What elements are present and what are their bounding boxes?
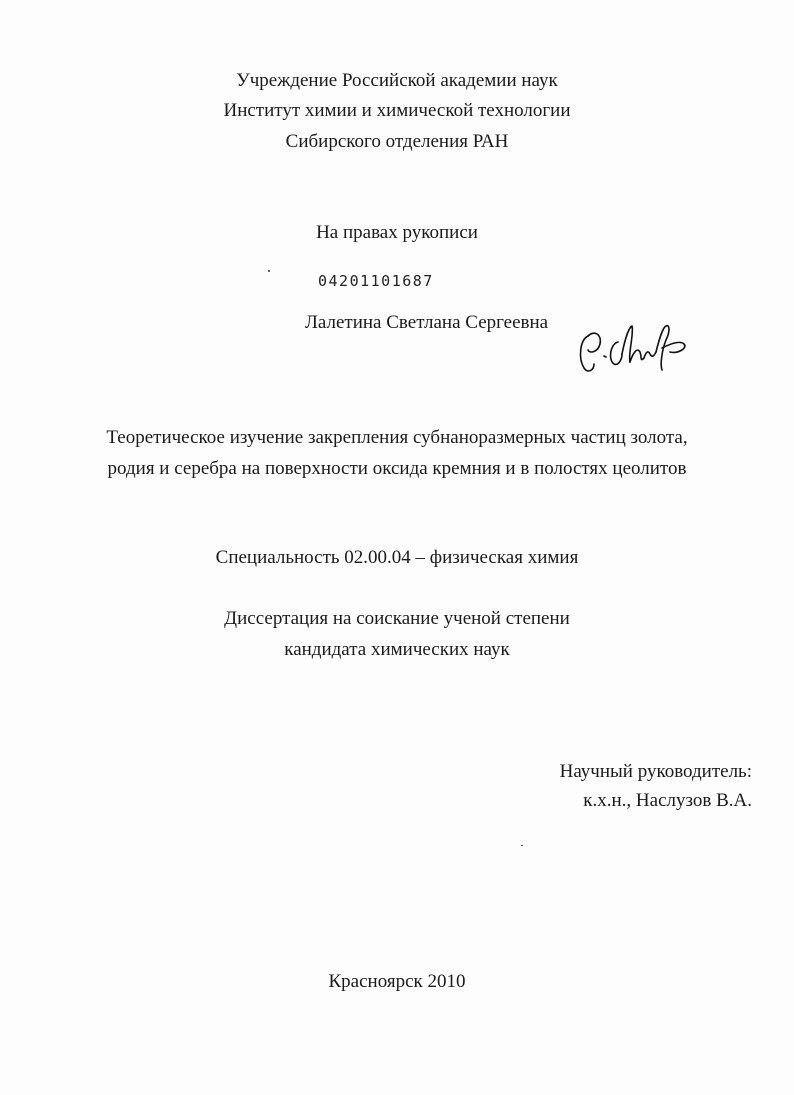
specialty: Специальность 02.00.04 – физическая химия xyxy=(215,547,579,568)
supervisor-label: Научный руководитель: xyxy=(559,761,752,782)
dissertation-title-line-2: родия и серебра на поверхности оксида кремния и в полостях цеолитов xyxy=(107,458,687,479)
degree-line-1: Диссертация на соискание ученой степени xyxy=(224,608,570,629)
author-name: Лалетина Светлана Сергеевна xyxy=(305,312,549,333)
institution-line-1: Учреждение Российской академии наук xyxy=(236,70,558,91)
speck-mark xyxy=(268,270,270,272)
registration-number: 04201101687 xyxy=(318,272,434,290)
supervisor-name: к.х.н., Наслузов В.А. xyxy=(583,790,752,811)
dissertation-title-line-1: Теоретическое изучение закрепления субнаноразмерных частиц золота, xyxy=(106,427,688,448)
degree-line-2: кандидата химических наук xyxy=(284,639,510,660)
handwritten-signature xyxy=(574,314,694,380)
city-year: Красноярск 2010 xyxy=(328,971,466,992)
institution-line-2: Институт химии и химической технологии xyxy=(223,100,571,121)
institution-line-3: Сибирского отделения РАН xyxy=(285,131,509,152)
manuscript-note: На правах рукописи xyxy=(316,222,478,243)
speck-mark xyxy=(521,845,523,846)
